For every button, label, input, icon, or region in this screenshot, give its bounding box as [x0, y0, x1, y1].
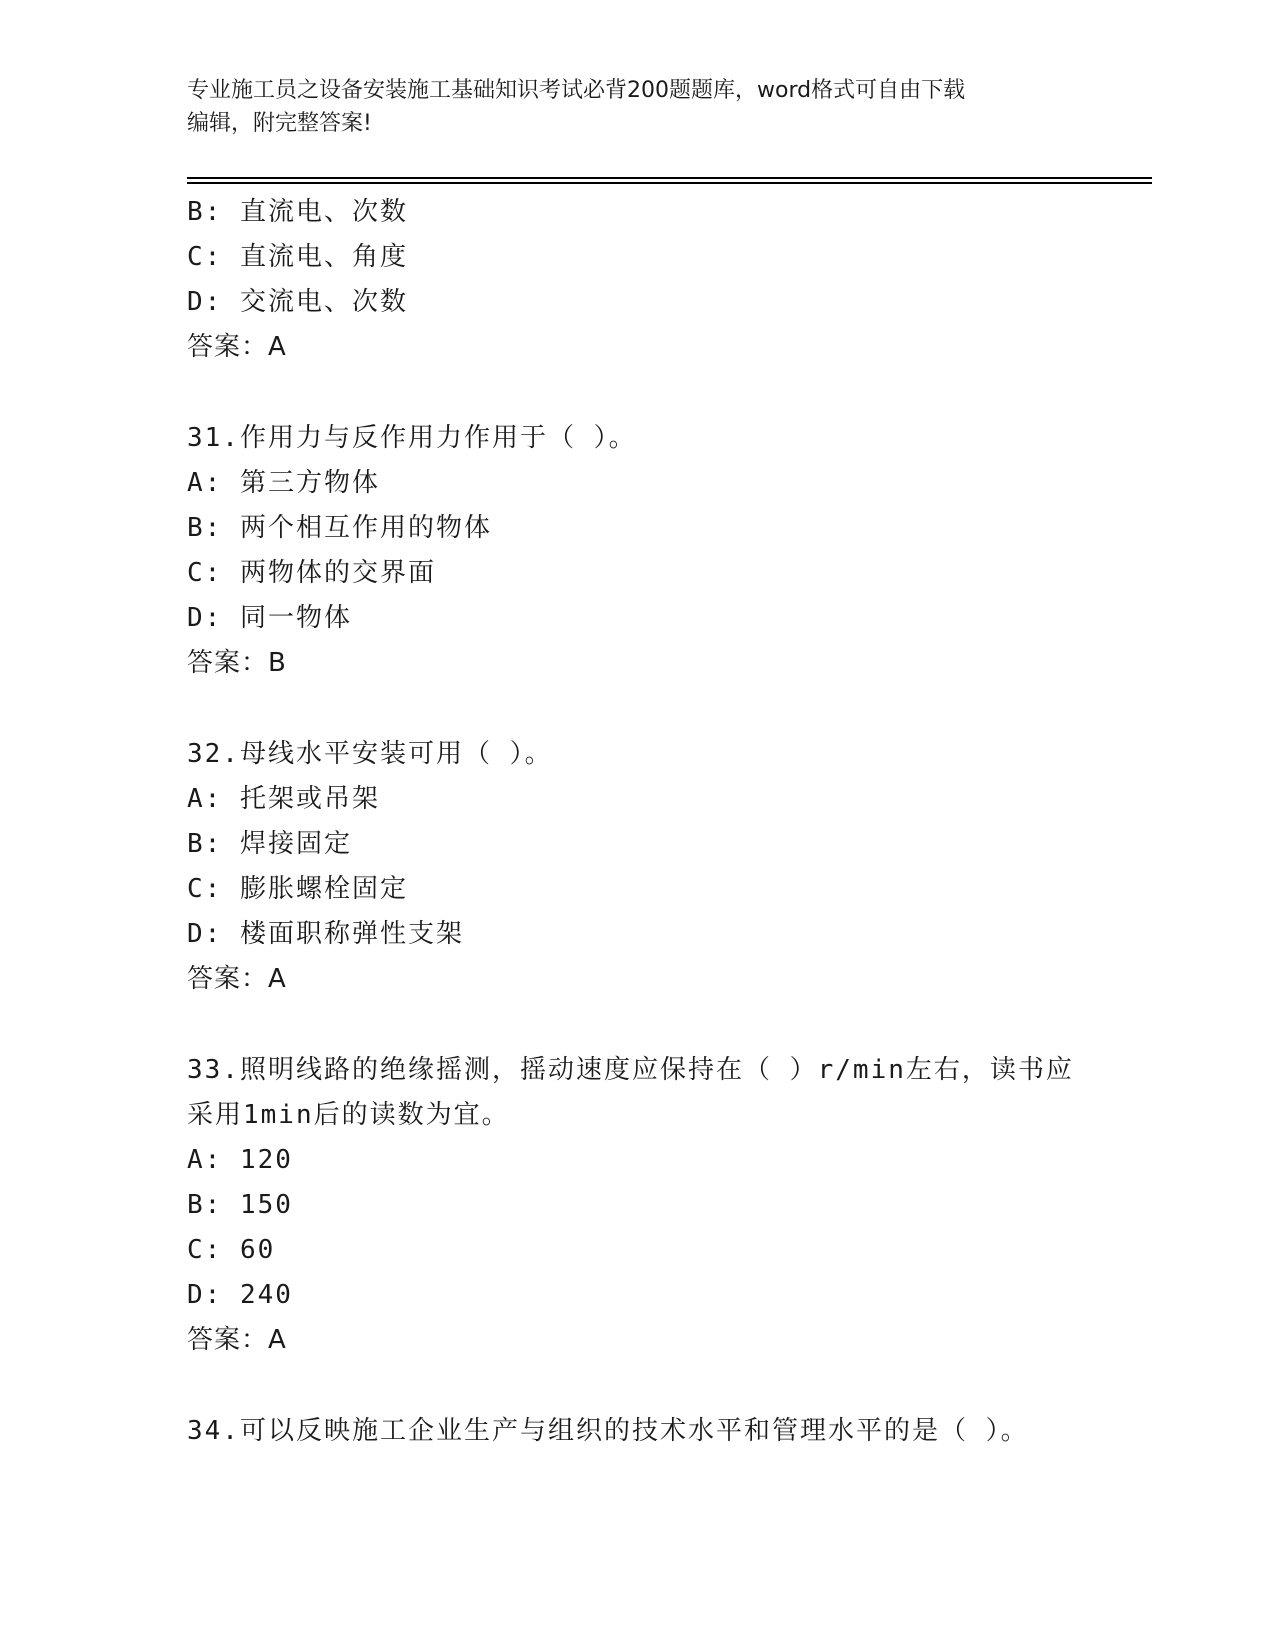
spacer — [187, 686, 1147, 732]
question-31 — [187, 416, 1147, 686]
header-divider-bottom — [187, 182, 1152, 184]
spacer — [187, 1363, 1147, 1409]
option-c: C: 60 — [187, 1235, 276, 1265]
answer-line: 答案：B — [187, 648, 287, 678]
question-text: 34.可以反映施工企业生产与组织的技术水平和管理水平的是（ ）。 — [187, 1416, 1029, 1446]
option-c: C: 直流电、角度 — [187, 242, 408, 272]
option-a: A: 第三方物体 — [187, 468, 380, 498]
answer-line: 答案：A — [187, 964, 287, 994]
option-c: C: 两物体的交界面 — [187, 558, 436, 588]
answer-line: 答案：A — [187, 1325, 287, 1355]
question-32 — [187, 732, 1147, 1002]
document-header — [187, 74, 1087, 140]
option-a: A: 120 — [187, 1145, 293, 1175]
option-b: B: 直流电、次数 — [187, 197, 408, 227]
header-divider-top — [187, 177, 1152, 179]
option-d: D: 240 — [187, 1280, 293, 1310]
question-text: 31.作用力与反作用力作用于（ ）。 — [187, 423, 637, 453]
option-b: B: 150 — [187, 1190, 293, 1220]
option-d: D: 交流电、次数 — [187, 287, 408, 317]
option-a: A: 托架或吊架 — [187, 784, 380, 814]
question-text: 32.母线水平安装可用（ ）。 — [187, 739, 553, 769]
question-continued — [187, 190, 1147, 370]
option-d: D: 楼面职称弹性支架 — [187, 919, 464, 949]
question-34 — [187, 1409, 1147, 1454]
question-text-line-1: 33.照明线路的绝缘摇测，摇动速度应保持在（ ）r/min左右，读书应 — [187, 1055, 1074, 1085]
option-b: B: 两个相互作用的物体 — [187, 513, 492, 543]
question-list — [187, 190, 1147, 1454]
header-line-2: 编辑，附完整答案! — [187, 111, 372, 136]
question-text-line-2: 采用1min后的读数为宜。 — [187, 1100, 510, 1130]
option-b: B: 焊接固定 — [187, 829, 352, 859]
answer-line: 答案：A — [187, 332, 287, 362]
spacer — [187, 1002, 1147, 1048]
option-d: D: 同一物体 — [187, 603, 352, 633]
spacer — [187, 370, 1147, 416]
question-33 — [187, 1048, 1147, 1363]
header-line-1: 专业施工员之设备安装施工基础知识考试必背200题题库，word格式可自由下载 — [187, 78, 966, 103]
option-c: C: 膨胀螺栓固定 — [187, 874, 408, 904]
